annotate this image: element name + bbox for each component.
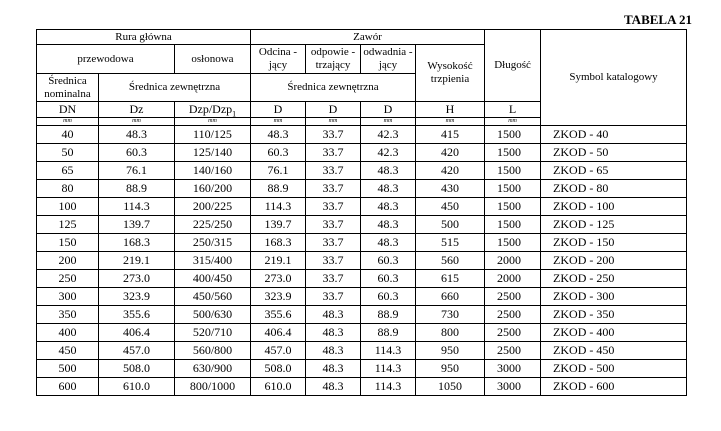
cell-d1: 457.0 [251, 342, 306, 360]
header-odcinajacy: Odcina -jący [251, 45, 306, 74]
cell-dn: 150 [37, 234, 99, 252]
cell-dzp: 125/140 [175, 144, 251, 162]
cell-d1: 139.7 [251, 216, 306, 234]
cell-dzp: 400/450 [175, 270, 251, 288]
cell-dn: 250 [37, 270, 99, 288]
table-row [37, 360, 687, 378]
table-row [37, 198, 687, 216]
cell-dzp: 250/315 [175, 234, 251, 252]
cell-l: 2500 [485, 306, 541, 324]
cell-dz: 114.3 [99, 198, 175, 216]
cell-d1: 219.1 [251, 252, 306, 270]
cell-h: 800 [416, 324, 485, 342]
unit-dn: mm [37, 118, 99, 126]
cell-dz: 508.0 [99, 360, 175, 378]
cell-symbol: ZKOD - 50 [541, 144, 687, 162]
cell-h: 950 [416, 342, 485, 360]
cell-symbol: ZKOD - 125 [541, 216, 687, 234]
cell-symbol: ZKOD - 350 [541, 306, 687, 324]
cell-symbol: ZKOD - 40 [541, 126, 687, 144]
table-row [37, 234, 687, 252]
cell-dn: 80 [37, 180, 99, 198]
cell-dn: 500 [37, 360, 99, 378]
cell-d1: 323.9 [251, 288, 306, 306]
cell-l: 2500 [485, 324, 541, 342]
cell-d1: 610.0 [251, 378, 306, 396]
table-row [37, 144, 687, 162]
cell-d3: 48.3 [361, 216, 416, 234]
cell-l: 1500 [485, 144, 541, 162]
cell-dzp: 225/250 [175, 216, 251, 234]
cell-d2: 48.3 [306, 378, 361, 396]
cell-d1: 406.4 [251, 324, 306, 342]
cell-dz: 457.0 [99, 342, 175, 360]
cell-dn: 65 [37, 162, 99, 180]
cell-l: 2000 [485, 252, 541, 270]
unit-dzp: mm [175, 118, 251, 126]
header-wysokosc: Wysokość trzpienia [416, 45, 485, 102]
cell-h: 560 [416, 252, 485, 270]
cell-symbol: ZKOD - 400 [541, 324, 687, 342]
cell-d2: 48.3 [306, 306, 361, 324]
table-row [37, 288, 687, 306]
cell-symbol: ZKOD - 65 [541, 162, 687, 180]
cell-dzp: 110/125 [175, 126, 251, 144]
header-odpowietrzajacy: odpowie -trzający [306, 45, 361, 74]
cell-dn: 40 [37, 126, 99, 144]
header-zawor: Zawór [251, 30, 485, 45]
cell-d1: 273.0 [251, 270, 306, 288]
cell-d3: 114.3 [361, 378, 416, 396]
cell-dn: 50 [37, 144, 99, 162]
cell-dn: 300 [37, 288, 99, 306]
cell-d3: 48.3 [361, 234, 416, 252]
col-dzp-subscript: 1 [232, 109, 237, 119]
cell-symbol: ZKOD - 80 [541, 180, 687, 198]
cell-d3: 88.9 [361, 324, 416, 342]
cell-d2: 33.7 [306, 198, 361, 216]
cell-dzp: 520/710 [175, 324, 251, 342]
col-dzp [175, 102, 251, 118]
cell-d2: 33.7 [306, 270, 361, 288]
cell-symbol: ZKOD - 600 [541, 378, 687, 396]
cell-h: 450 [416, 198, 485, 216]
cell-h: 660 [416, 288, 485, 306]
cell-l: 1500 [485, 180, 541, 198]
cell-d1: 508.0 [251, 360, 306, 378]
cell-d2: 33.7 [306, 162, 361, 180]
cell-l: 1500 [485, 126, 541, 144]
col-h: H [416, 102, 485, 118]
cell-dn: 125 [37, 216, 99, 234]
cell-l: 1500 [485, 234, 541, 252]
cell-d3: 48.3 [361, 198, 416, 216]
cell-d2: 33.7 [306, 234, 361, 252]
cell-d2: 48.3 [306, 360, 361, 378]
cell-d1: 48.3 [251, 126, 306, 144]
cell-symbol: ZKOD - 500 [541, 360, 687, 378]
cell-l: 1500 [485, 216, 541, 234]
table-row [37, 324, 687, 342]
cell-h: 950 [416, 360, 485, 378]
col-dz: Dz [99, 102, 175, 118]
cell-symbol: ZKOD - 150 [541, 234, 687, 252]
header-symbol: Symbol katalogowy [541, 30, 687, 126]
header-rura-glowna: Rura główna [37, 30, 251, 45]
cell-dn: 450 [37, 342, 99, 360]
table-row [37, 378, 687, 396]
table-body [37, 126, 687, 396]
cell-dzp: 500/630 [175, 306, 251, 324]
unit-d2: mm [306, 118, 361, 126]
cell-h: 420 [416, 144, 485, 162]
header-srednica-zewnetrzna-zawor: Średnica zewnętrzna [251, 74, 416, 102]
table-row [37, 126, 687, 144]
cell-d1: 114.3 [251, 198, 306, 216]
cell-l: 2500 [485, 342, 541, 360]
cell-symbol: ZKOD - 300 [541, 288, 687, 306]
cell-d1: 88.9 [251, 180, 306, 198]
col-l: L [485, 102, 541, 118]
cell-dz: 88.9 [99, 180, 175, 198]
cell-d3: 114.3 [361, 342, 416, 360]
cell-dn: 400 [37, 324, 99, 342]
unit-dz: mm [99, 118, 175, 126]
cell-d1: 76.1 [251, 162, 306, 180]
cell-d3: 88.9 [361, 306, 416, 324]
cell-dz: 323.9 [99, 288, 175, 306]
cell-d2: 33.7 [306, 126, 361, 144]
cell-l: 2500 [485, 288, 541, 306]
header-odwadniajacy: odwadnia -jący [361, 45, 416, 74]
cell-dz: 355.6 [99, 306, 175, 324]
cell-d3: 114.3 [361, 360, 416, 378]
cell-dz: 273.0 [99, 270, 175, 288]
col-d3: D [361, 102, 416, 118]
cell-h: 1050 [416, 378, 485, 396]
unit-d3: mm [361, 118, 416, 126]
cell-l: 1500 [485, 198, 541, 216]
table-row [37, 252, 687, 270]
cell-symbol: ZKOD - 100 [541, 198, 687, 216]
cell-d2: 33.7 [306, 252, 361, 270]
pipe-table [36, 29, 687, 396]
cell-h: 415 [416, 126, 485, 144]
cell-h: 515 [416, 234, 485, 252]
cell-l: 3000 [485, 378, 541, 396]
unit-h: mm [416, 118, 485, 126]
table-row [37, 180, 687, 198]
cell-dzp: 560/800 [175, 342, 251, 360]
cell-l: 3000 [485, 360, 541, 378]
cell-d2: 33.7 [306, 216, 361, 234]
cell-l: 2000 [485, 270, 541, 288]
cell-symbol: ZKOD - 450 [541, 342, 687, 360]
cell-d2: 48.3 [306, 342, 361, 360]
header-srednica-zewnetrzna: Średnica zewnętrzna [99, 74, 251, 102]
cell-h: 430 [416, 180, 485, 198]
cell-dzp: 140/160 [175, 162, 251, 180]
cell-dzp: 160/200 [175, 180, 251, 198]
table-label: TABELA 21 [623, 12, 692, 27]
cell-d1: 60.3 [251, 144, 306, 162]
cell-dz: 139.7 [99, 216, 175, 234]
cell-d3: 48.3 [361, 180, 416, 198]
cell-dzp: 630/900 [175, 360, 251, 378]
cell-dz: 60.3 [99, 144, 175, 162]
cell-d3: 60.3 [361, 252, 416, 270]
cell-dz: 610.0 [99, 378, 175, 396]
cell-dz: 406.4 [99, 324, 175, 342]
header-przewodowa: przewodowa [37, 45, 175, 74]
cell-d2: 33.7 [306, 144, 361, 162]
unit-d1: mm [251, 118, 306, 126]
col-dn: DN [37, 102, 99, 118]
cell-d3: 48.3 [361, 162, 416, 180]
cell-dn: 100 [37, 198, 99, 216]
cell-d3: 60.3 [361, 288, 416, 306]
header-srednica-nominalna: Średnica nominalna [37, 74, 99, 102]
cell-dz: 219.1 [99, 252, 175, 270]
cell-h: 615 [416, 270, 485, 288]
col-dzp-label: Dzp/Dzp [188, 102, 233, 116]
cell-d1: 168.3 [251, 234, 306, 252]
cell-dn: 200 [37, 252, 99, 270]
cell-dzp: 450/560 [175, 288, 251, 306]
cell-d2: 48.3 [306, 324, 361, 342]
cell-d1: 355.6 [251, 306, 306, 324]
cell-dzp: 315/400 [175, 252, 251, 270]
cell-h: 730 [416, 306, 485, 324]
cell-h: 420 [416, 162, 485, 180]
cell-dzp: 200/225 [175, 198, 251, 216]
cell-d3: 60.3 [361, 270, 416, 288]
cell-d3: 42.3 [361, 144, 416, 162]
cell-h: 500 [416, 216, 485, 234]
table-row [37, 306, 687, 324]
unit-l: mm [485, 118, 541, 126]
table-row [37, 216, 687, 234]
header-dlugosc: Długość [485, 30, 541, 102]
header-oslonowa: osłonowa [175, 45, 251, 74]
table-row [37, 162, 687, 180]
cell-d2: 33.7 [306, 180, 361, 198]
cell-d2: 33.7 [306, 288, 361, 306]
table-row [37, 342, 687, 360]
cell-dz: 168.3 [99, 234, 175, 252]
cell-symbol: ZKOD - 200 [541, 252, 687, 270]
col-d1: D [251, 102, 306, 118]
cell-dn: 600 [37, 378, 99, 396]
cell-l: 1500 [485, 162, 541, 180]
cell-dzp: 800/1000 [175, 378, 251, 396]
cell-d3: 42.3 [361, 126, 416, 144]
table-row [37, 270, 687, 288]
col-d2: D [306, 102, 361, 118]
cell-symbol: ZKOD - 250 [541, 270, 687, 288]
cell-dz: 76.1 [99, 162, 175, 180]
cell-dz: 48.3 [99, 126, 175, 144]
cell-dn: 350 [37, 306, 99, 324]
